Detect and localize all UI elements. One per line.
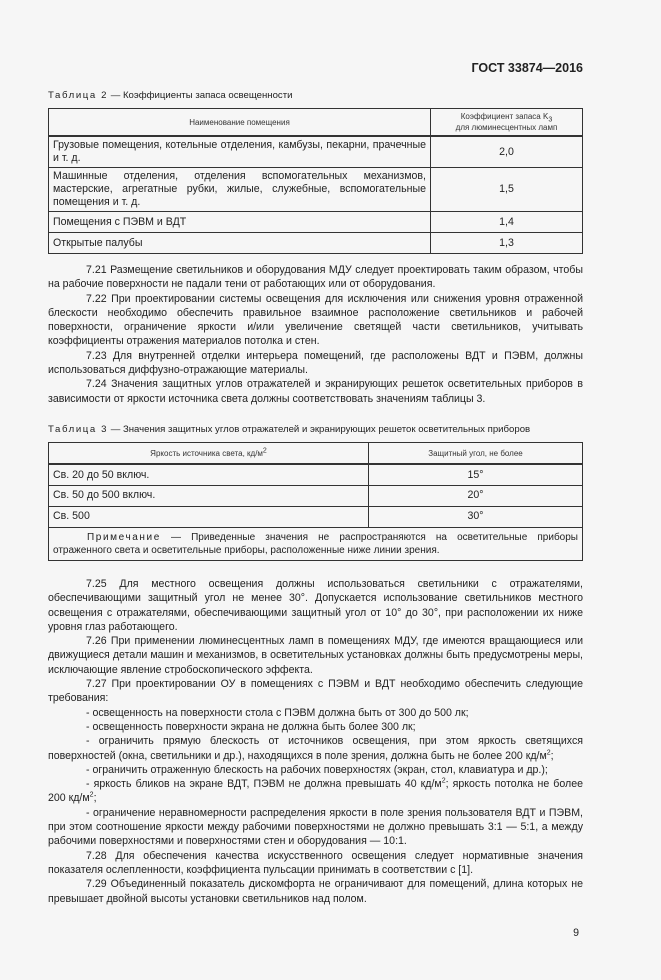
room-name: Открытые палубы	[49, 233, 431, 254]
table-row	[49, 464, 583, 485]
table-header-row	[49, 442, 583, 464]
column-header: Яркость источника света, $кд/м^2$	[49, 442, 369, 464]
protective-angle: 30°	[369, 506, 583, 527]
list-item: - ограничить отраженную блескость на рабочих поверхностях (экран, стол, клавиатура и др.);	[86, 763, 548, 776]
room-name: Машинные отделения, отделения вспомогательных механизмов, мастерские, агрегатные рубки, жилые, служебные, вспомогательные помещения и т. д.	[49, 168, 431, 212]
list-item: - ограничение неравномерности распределения яркости в поле зрения пользователя ВДТ и ПЭВМ, при этом соотношение яркости между рабочими поверхностями не должно превышать 3:1 — 5:1, а между рабочими поверхностями и поверхностями стен и оборудования — 10:1.	[48, 806, 583, 848]
table-title: — Значения защитных углов отражателей и экранирующих решеток осветительных приборов	[108, 423, 531, 435]
body-text-section-1	[48, 263, 583, 406]
table-lighting-reserve-coefficients	[48, 108, 583, 254]
protective-angle: 15°	[369, 464, 583, 485]
body-text-section-2	[48, 577, 583, 906]
table3-caption	[48, 424, 583, 436]
table-row	[49, 233, 583, 254]
brightness-range: Св. 500	[49, 506, 369, 527]
table-label: Таблица 2	[48, 90, 109, 101]
paragraph-7-27: 7.27 При проектировании ОУ в помещениях с ПЭВМ и ВДТ необходимо обеспечить следующие требования:	[48, 678, 583, 705]
brightness-range: Св. 20 до 50 включ.	[49, 464, 369, 485]
document-page	[48, 0, 583, 980]
room-name: Помещения с ПЭВМ и ВДТ	[49, 212, 431, 233]
table-row	[49, 168, 583, 212]
table-label: Таблица 3	[48, 423, 109, 435]
page-number: 9	[573, 926, 579, 939]
list-item: - ограничить прямую блескость от источников освещения, при этом яркость светящихся поверхностей (окна, светильники и др.), находящихся в поле зрения, должна быть не более 200 $кд/м^2$;	[48, 735, 583, 762]
document-id: ГОСТ 33874—2016	[471, 61, 583, 75]
table-protective-angles	[48, 442, 583, 561]
brightness-range: Св. 50 до 500 включ.	[49, 485, 369, 506]
paragraph-7-21: 7.21 Размещение светильников и оборудования МДУ следует проектировать таким образом, чтобы на рабочие поверхности не падали тени от работающих или от оборудования.	[48, 264, 583, 291]
table-row	[49, 136, 583, 168]
list-item: - яркость бликов на экране ВДТ, ПЭВМ не должна превышать 40 $кд/м^2$; яркость потолка не более 200 $кд/м^2$;	[48, 777, 583, 805]
paragraph-7-23: 7.23 Для внутренней отделки интерьера помещений, где расположены ВДТ и ПЭВМ, должны использоваться диффузно-отражающие материалы.	[48, 349, 583, 377]
column-header: Наименование помещения	[49, 109, 431, 137]
coefficient: 2,0	[431, 136, 583, 168]
table-row	[49, 212, 583, 233]
paragraph-7-22: 7.22 При проектировании системы освещения для исключения или снижения уровня отраженной блескости необходимо обеспечить правильное взаимное расположение светильников и рабочей поверхности, ограничение яркости и/или увеличение светящей части светильников, учитывать коэффициенты отражения материалов потолка и стен.	[48, 292, 583, 348]
table-row	[49, 485, 583, 506]
paragraph-7-26: 7.26 При применении люминесцентных ламп в помещениях МДУ, где имеются вращающиеся или движущиеся детали машин и механизмов, в осветительных установках должны быть предусмотрены меры, исключающие явление стробоскопического эффекта.	[48, 635, 583, 676]
paragraph-7-29: 7.29 Объединенный показатель дискомфорта не ограничивают для помещений, длина которых не превышает двойной высоты установки светильников над полом.	[48, 878, 583, 905]
table-header-row	[49, 109, 583, 137]
room-name: Грузовые помещения, котельные отделения, камбузы, пекарни, прачечные и т. д.	[49, 136, 431, 168]
list-item: - освещенность на поверхности стола с ПЭВМ должна быть от 300 до 500 лк;	[86, 706, 469, 719]
column-header: Коэффициент запаса $K_3$ для люминесцентных ламп	[431, 109, 583, 137]
paragraph-7-25: 7.25 Для местного освещения должны использоваться светильники с отражателями, обеспечивающими защитный угол не менее 30°. Допускается использование светильников местного освещения с отражателями, обеспечивающими защитный угол от 10° до 30°, при расположении их ниже уровня глаз работающего.	[48, 577, 583, 633]
paragraph-7-24: 7.24 Значения защитных углов отражателей и экранирующих решеток осветительных приборов в зависимости от яркости источника света должны соответствовать значениям таблицы 3.	[48, 378, 583, 405]
table-note: Примечание — Приведенные значения не распространяются на осветительные приборы отраженного света и осветительные приборы, расположенные ниже линии зрения.	[53, 531, 578, 556]
table-note-row	[49, 527, 583, 560]
coefficient: 1,4	[431, 212, 583, 233]
list-item: - освещенность поверхности экрана не должна быть более 300 лк;	[86, 720, 416, 733]
coefficient: 1,5	[431, 168, 583, 212]
table-title: — Коэффициенты запаса освещенности	[108, 90, 293, 101]
protective-angle: 20°	[369, 485, 583, 506]
coefficient: 1,3	[431, 233, 583, 254]
column-header: Защитный угол, не более	[369, 442, 583, 464]
table2-caption	[48, 90, 583, 102]
table-row	[49, 506, 583, 527]
paragraph-7-28: 7.28 Для обеспечения качества искусственного освещения следует нормативные значения показателя ослепленности, коэффициента пульсации принимать в соответствии с [1].	[48, 849, 583, 876]
